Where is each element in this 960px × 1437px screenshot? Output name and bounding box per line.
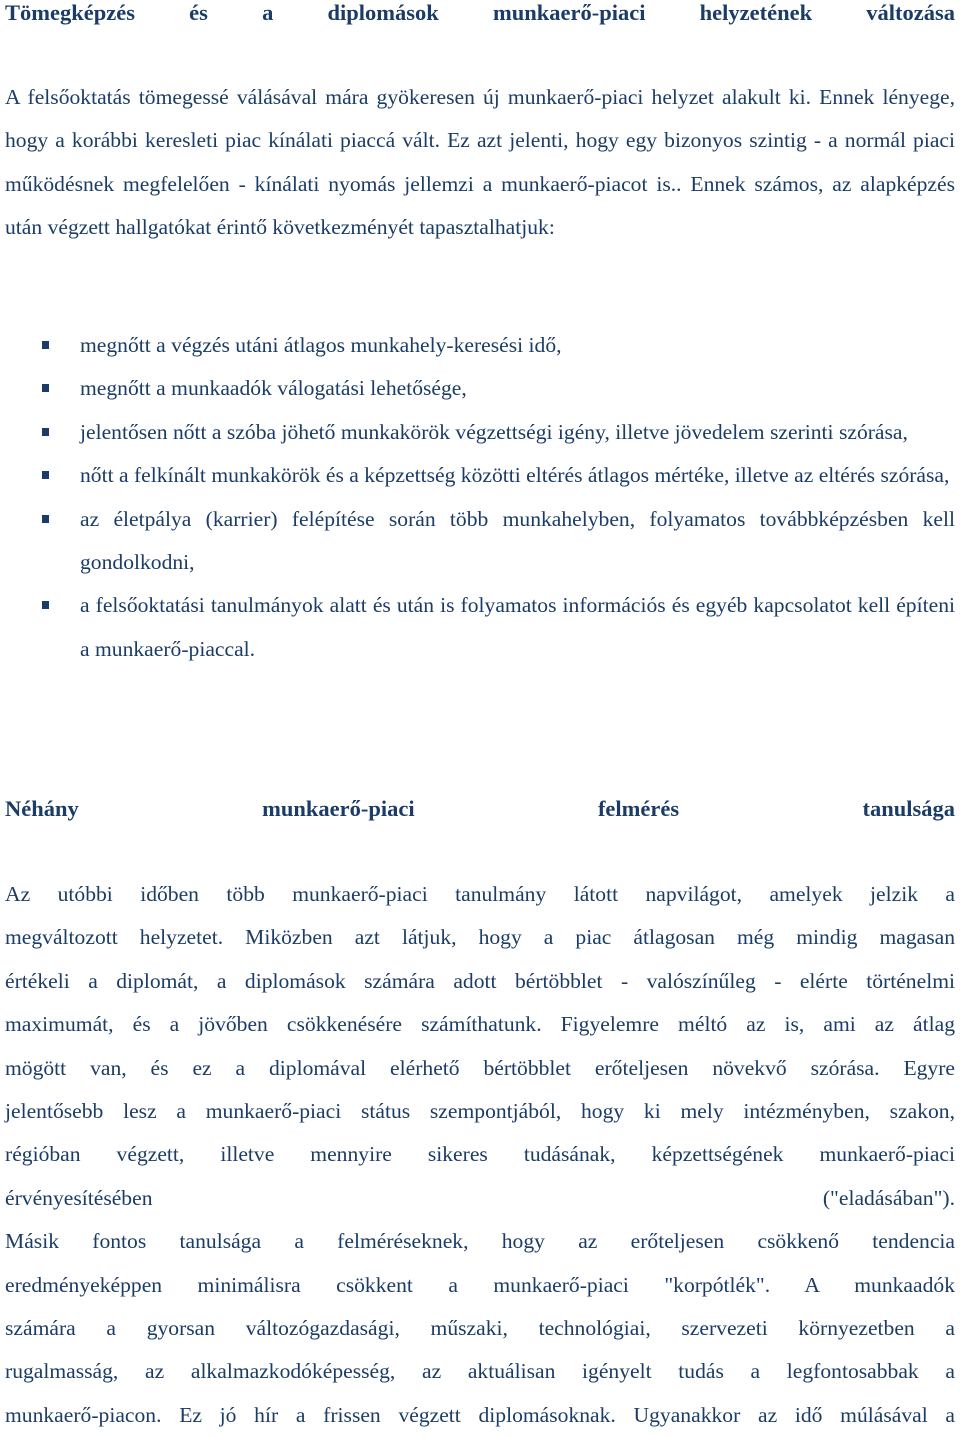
list-item-text: az életpálya (karrier) felépítése során több munkahelyben, folyamatos továbbképzésben kell gondolkodni,	[80, 506, 955, 575]
list-item	[5, 411, 955, 454]
square-bullet-icon	[42, 428, 49, 436]
paragraph-line: eredményeképpen minimálisra csökkent a munkaerő-piaci "korpótlék". A munkaadók	[5, 1272, 955, 1297]
list-item-text: jelentősen nőtt a szóba jöhető munkakörök végzettségi igény, illetve jövedelem szerinti szórása,	[80, 419, 908, 444]
square-bullet-icon	[42, 341, 49, 349]
list-item	[5, 454, 955, 497]
consequences-list	[5, 324, 955, 671]
section-heading-mass-education: Tömegképzés és a diplomások munkaerő-piaci helyzetének változása	[5, 0, 955, 25]
list-item-text: nőtt a felkínált munkakörök és a képzettség közötti eltérés átlagos mértéke, illetve az eltérés szórása,	[80, 463, 950, 488]
paragraph-line: mögött van, és ez a diplomával elérhető bértöbblet erőteljesen növekvő szórása. Egyre	[5, 1055, 955, 1080]
square-bullet-icon	[42, 471, 49, 479]
paragraph-line: maximumát, és a jövőben csökkenésére számíthatunk. Figyelemre méltó az is, ami az átlag	[5, 1012, 955, 1037]
list-item	[5, 584, 955, 671]
paragraph-line: megváltozott helyzetet. Miközben azt látjuk, hogy a piac átlagosan még mindig magasan	[5, 925, 955, 950]
paragraph-line: jelentősebb lesz a munkaerő-piaci státus szempontjából, hogy ki mely intézményben, szakon,	[5, 1098, 955, 1123]
paragraph-line: érvényesítésében ("eladásában").	[5, 1185, 955, 1210]
paragraph-line: számára a gyorsan változógazdasági, műszaki, technológiai, szervezeti környezetben a	[5, 1315, 955, 1340]
paragraph-line: munkaerő-piacon. Ez jó hír a frissen végzett diplomásoknak. Ugyanakkor az idő múlásával a	[5, 1402, 955, 1427]
paragraph-line: Az utóbbi időben több munkaerő-piaci tanulmány látott napvilágot, amelyek jelzik a	[5, 882, 955, 906]
section-heading-survey-lessons: Néhány munkaerő-piaci felmérés tanulsága	[5, 796, 955, 821]
list-item-text: megnőtt a munkaadók válogatási lehetősége,	[80, 376, 467, 401]
list-item	[5, 367, 955, 410]
paragraph-line: Másik fontos tanulsága a felméréseknek, hogy az erőteljesen csökkenő tendencia	[5, 1229, 955, 1254]
list-item	[5, 498, 955, 585]
square-bullet-icon	[42, 384, 49, 392]
paragraph-line: rugalmasság, az alkalmazkodóképesség, az aktuálisan igényelt tudás a legfontosabbak a	[5, 1359, 955, 1384]
list-item-text: a felsőoktatási tanulmányok alatt és után is folyamatos információs és egyéb kapcsolatot kell építeni a munkaerő-piaccal.	[80, 593, 955, 661]
paragraph-line: régióban végzett, illetve mennyire sikeres tudásának, képzettségének munkaerő-piaci	[5, 1142, 955, 1167]
list-item-text: megnőtt a végzés utáni átlagos munkahely-keresési idő,	[80, 333, 562, 357]
paragraph-line: értékeli a diplomát, a diplomások számára adott bértöbblet - valószínűleg - elérte történelmi	[5, 968, 955, 993]
square-bullet-icon	[42, 515, 49, 523]
survey-lessons-paragraph	[5, 873, 955, 1437]
square-bullet-icon	[42, 601, 49, 609]
list-item	[5, 324, 955, 367]
intro-paragraph: A felsőoktatás tömegessé válásával mára gyökeresen új munkaerő-piaci helyzet alakult ki. Ennek lényege, hogy a korábbi keresleti piac kínálati piaccá vált. Ez azt jelenti, hogy egy bizonyos szintig - a normál piaci működésnek megfelelően - kínálati nyomás jellemzi a munkaerő-piacot is.. Ennek számos, az alapképzés után végzett hallgatókat érintő következményét tapasztalhatjuk:	[5, 85, 955, 240]
